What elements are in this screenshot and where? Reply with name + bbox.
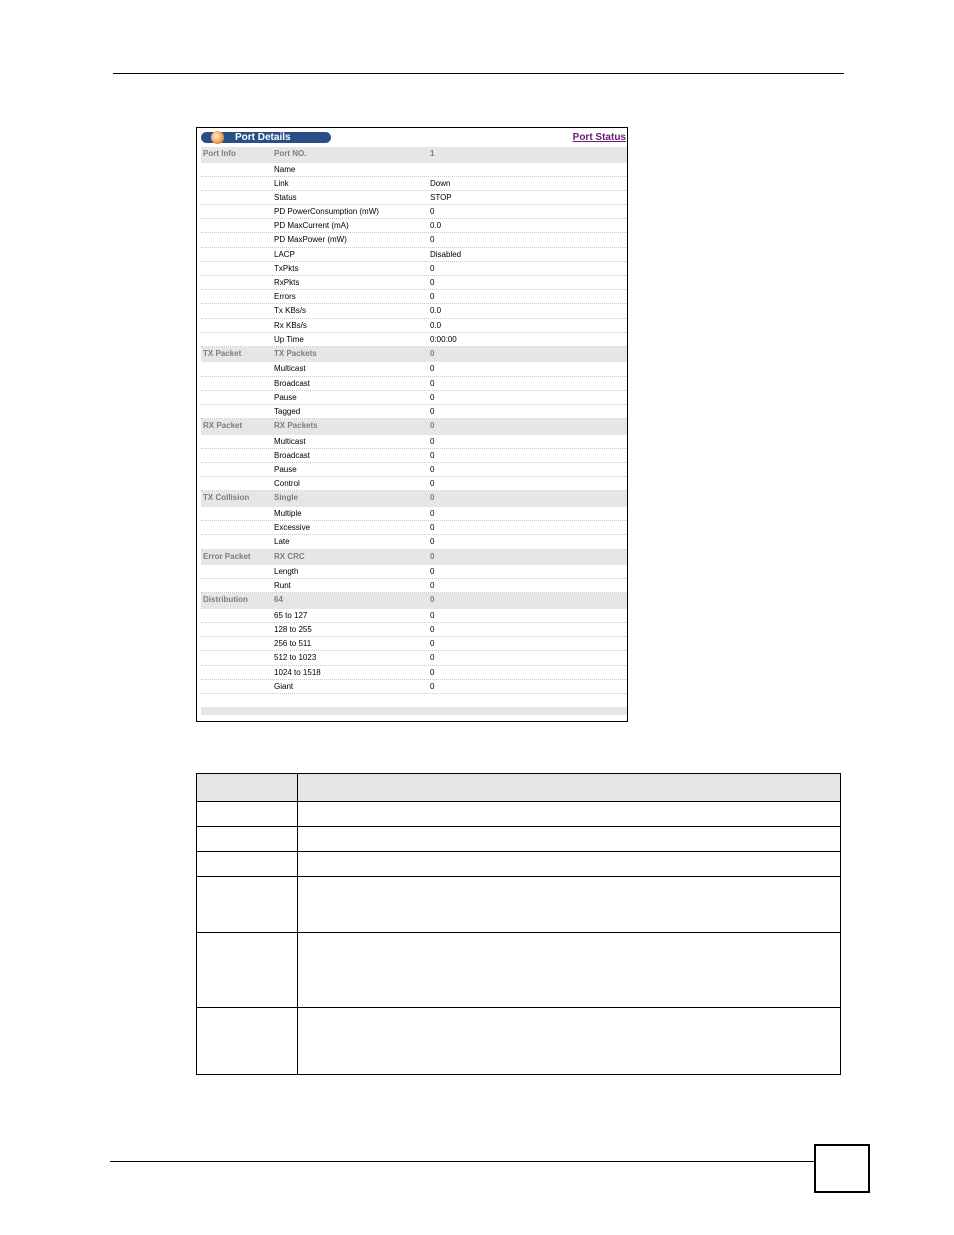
stat-field: Pause — [274, 465, 297, 475]
stat-field: 65 to 127 — [274, 610, 308, 620]
stat-value: Disabled — [430, 249, 462, 259]
stat-field: RxPkts — [274, 278, 300, 287]
screen-title: Port Details — [235, 132, 291, 143]
stat-field: PD MaxCurrent (mA) — [274, 221, 349, 231]
stat-value: 0 — [430, 610, 435, 620]
section-header-row — [201, 593, 627, 609]
stat-field: Control — [274, 479, 300, 489]
stat-field: 256 to 511 — [274, 639, 312, 649]
stat-field: RX CRC — [274, 551, 305, 561]
stat-value: 0.0 — [430, 221, 442, 231]
stat-field: Status — [274, 192, 297, 202]
stat-row — [201, 333, 627, 347]
stat-field: Length — [274, 567, 299, 576]
stat-row — [201, 362, 627, 376]
stat-row — [201, 579, 627, 593]
description-row — [197, 852, 841, 877]
stat-row — [201, 319, 627, 333]
stat-field: Single — [274, 493, 299, 503]
stat-value: 0 — [430, 625, 435, 635]
stat-value: STOP — [430, 192, 452, 202]
stat-value: 0 — [430, 235, 435, 245]
page-number-box — [814, 1144, 870, 1193]
section-header-row — [201, 491, 627, 507]
stat-row — [201, 666, 627, 680]
section-header-row — [201, 347, 627, 363]
description-row — [197, 802, 841, 827]
stat-row — [201, 177, 627, 191]
stat-row — [201, 163, 627, 177]
stat-value: 0 — [430, 263, 435, 273]
stat-value: 0 — [430, 378, 435, 388]
stat-field: Late — [274, 537, 290, 547]
section-label: TX Collision — [203, 493, 250, 503]
stat-field: RX Packets — [274, 421, 318, 431]
stat-value: 0.0 — [430, 306, 442, 316]
section-label: TX Packet — [203, 348, 242, 358]
stat-value: 0 — [430, 567, 435, 576]
port-status-link[interactable]: Port Status — [572, 132, 626, 143]
stat-row — [201, 535, 627, 549]
stat-value: 0 — [430, 479, 435, 489]
stat-value: 0 — [430, 207, 435, 217]
stat-field: Rx KBs/s — [274, 320, 307, 330]
stat-row — [201, 680, 627, 694]
stat-row — [201, 276, 627, 290]
stat-value: 0 — [430, 392, 435, 402]
field-description-table — [196, 773, 841, 1075]
orange-circle-icon — [211, 131, 224, 144]
stat-row — [201, 565, 627, 579]
stat-row — [201, 521, 627, 535]
stat-row — [201, 248, 627, 262]
stat-value: 0 — [430, 364, 435, 374]
stat-field: Link — [274, 178, 289, 188]
stat-field: Multicast — [274, 436, 306, 446]
stat-row — [201, 449, 627, 463]
stat-row — [201, 623, 627, 637]
stat-field: LACP — [274, 249, 295, 259]
stat-value: 0 — [430, 537, 435, 547]
stat-field: Up Time — [274, 334, 304, 344]
stat-row — [201, 609, 627, 623]
stat-field: Name — [274, 164, 296, 174]
stat-value: 0:00:00 — [430, 334, 457, 344]
stat-field: Broadcast — [274, 450, 311, 460]
stat-value: 0 — [430, 348, 435, 358]
stat-field: 64 — [274, 595, 283, 605]
description-row — [197, 877, 841, 933]
section-header-row — [201, 147, 627, 163]
stat-value: 0 — [430, 465, 435, 475]
stat-value: 0 — [430, 681, 435, 691]
stat-field: 512 to 1023 — [274, 653, 317, 663]
description-header-row — [197, 774, 841, 802]
description-row — [197, 933, 841, 1008]
stat-value: 1 — [430, 149, 435, 158]
stat-field: Port NO. — [274, 149, 307, 158]
section-header-row — [201, 419, 627, 435]
footer-rule — [110, 1161, 814, 1162]
stat-row — [201, 377, 627, 391]
stat-value: 0 — [430, 421, 435, 431]
stat-value: 0 — [430, 667, 435, 677]
header-rule — [113, 73, 844, 74]
title-pill — [201, 132, 331, 143]
stat-field: Errors — [274, 292, 296, 302]
port-details-screenshot — [196, 127, 628, 722]
stat-value: 0 — [430, 493, 435, 503]
table-footer-bar — [201, 707, 627, 715]
stat-row — [201, 651, 627, 665]
stat-row — [201, 304, 627, 318]
stat-row — [201, 205, 627, 219]
stat-value: 0 — [430, 407, 435, 416]
stat-field: Multicast — [274, 364, 306, 374]
stat-field: TX Packets — [274, 348, 317, 358]
stat-row — [201, 405, 627, 419]
section-label: RX Packet — [203, 421, 243, 431]
stat-value: 0 — [430, 653, 435, 663]
stat-field: Pause — [274, 392, 297, 402]
stat-value: 0.0 — [430, 320, 442, 330]
stat-field: Excessive — [274, 523, 311, 533]
stat-value: Down — [430, 178, 451, 188]
stat-value: 0 — [430, 639, 435, 649]
stat-row — [201, 290, 627, 304]
stat-field: PD MaxPower (mW) — [274, 235, 347, 245]
stat-field: Runt — [274, 581, 291, 591]
stat-field: Giant — [274, 681, 294, 691]
stat-field: 1024 to 1518 — [274, 667, 321, 677]
stat-value: 0 — [430, 595, 435, 605]
stat-value: 0 — [430, 450, 435, 460]
stat-field: 128 to 255 — [274, 625, 312, 635]
stat-value: 0 — [430, 292, 435, 302]
port-stats-table — [201, 147, 627, 694]
stat-field: PD PowerConsumption (mW) — [274, 207, 379, 217]
section-label: Distribution — [203, 595, 248, 605]
stat-row — [201, 219, 627, 233]
stat-field: Tagged — [274, 407, 301, 416]
stat-row — [201, 191, 627, 205]
stat-field: Tx KBs/s — [274, 306, 307, 316]
description-row — [197, 1008, 841, 1075]
section-label: Port Info — [203, 149, 236, 158]
stat-row — [201, 233, 627, 247]
stat-field: Multiple — [274, 508, 302, 518]
stat-value: 0 — [430, 581, 435, 591]
stat-row — [201, 391, 627, 405]
stat-field: TxPkts — [274, 263, 299, 273]
stat-value: 0 — [430, 278, 435, 287]
stat-value: 0 — [430, 523, 435, 533]
section-label: Error Packet — [203, 551, 251, 561]
stat-value: 0 — [430, 436, 435, 446]
stat-row — [201, 435, 627, 449]
stat-value: 0 — [430, 508, 435, 518]
stat-row — [201, 637, 627, 651]
stat-field: Broadcast — [274, 378, 311, 388]
stat-value: 0 — [430, 551, 435, 561]
stat-row — [201, 477, 627, 491]
description-row — [197, 827, 841, 852]
stat-row — [201, 463, 627, 477]
stat-row — [201, 507, 627, 521]
stat-row — [201, 262, 627, 276]
section-header-row — [201, 550, 627, 566]
